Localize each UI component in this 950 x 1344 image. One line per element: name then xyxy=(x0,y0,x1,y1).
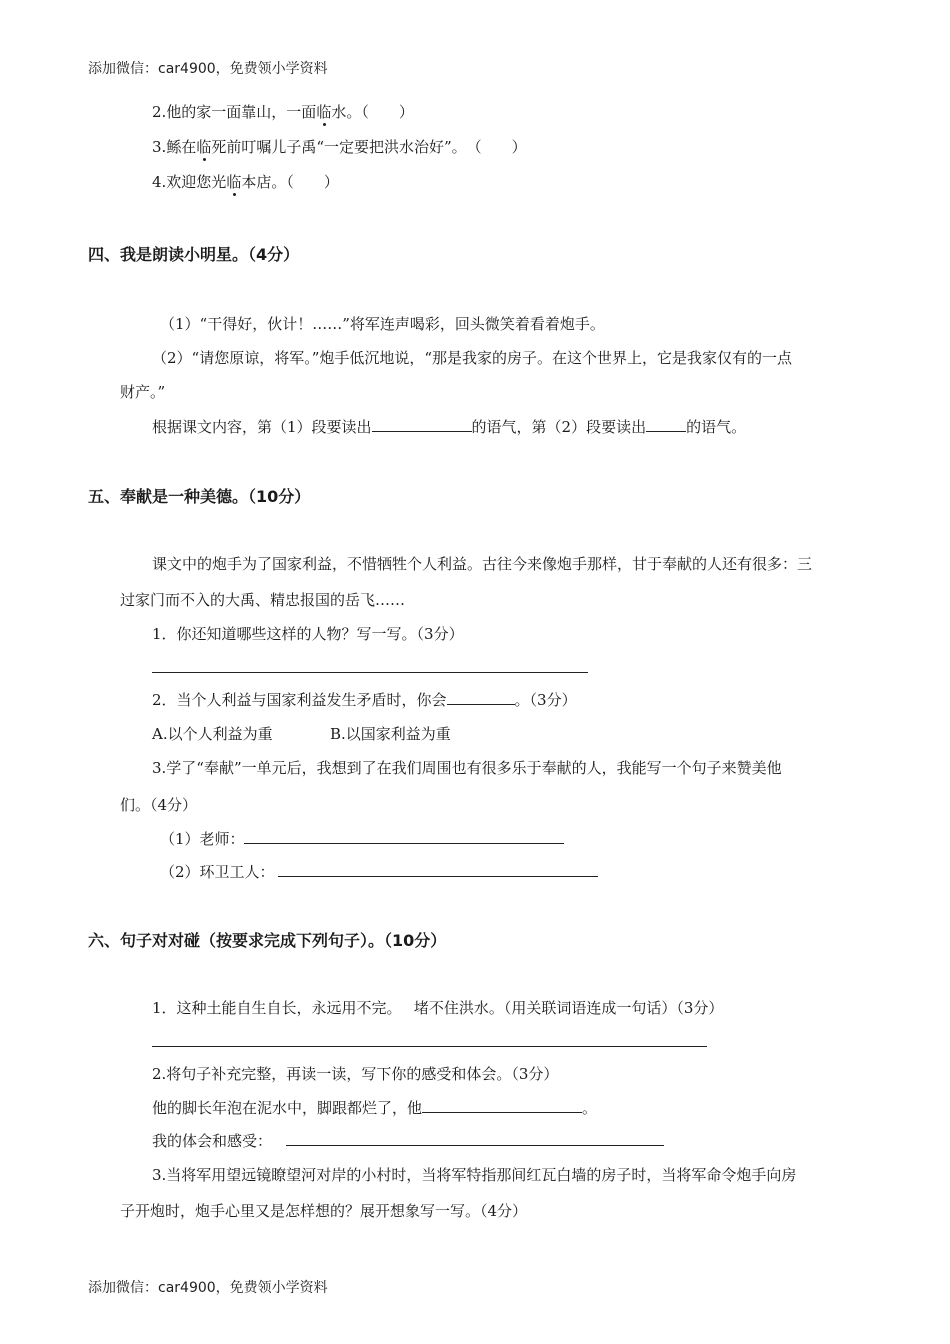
section-4-title: 四、我是朗读小明星。（4分） xyxy=(88,245,300,264)
s4-paragraph-1: （1）“干得好，伙计！……”将军连声喝彩，回头微笑着看着炮手。 xyxy=(160,315,605,333)
page-footer: 添加微信：car4900，免费领小学资料 xyxy=(88,1280,328,1296)
s6-question-1: 1．这种土能自生自长，永远用不完。 堵不住洪水。（用关联词语连成一句话）（3分） xyxy=(152,999,724,1017)
s5-intro-b: 过家门而不入的大禹、精忠报国的岳飞…… xyxy=(120,591,406,609)
s3-item-2: 2.他的家一面靠山，一面临水。（ ） xyxy=(152,103,414,121)
s6-question-3a: 3.当将军用望远镜瞭望河对岸的小村时，当将军特指那间红瓦白墙的房子时，当将军命令炮手向房 xyxy=(152,1166,797,1184)
section-6-title: 六、句子对对碰（按要求完成下列句子）。（10分） xyxy=(88,931,447,950)
s5-teacher-line[interactable] xyxy=(244,843,564,844)
s5-question-3a: 3.学了“奉献”一单元后，我想到了在我们周围也有很多乐于奉献的人，我能写一个句子来赞美他 xyxy=(152,759,782,777)
s5-q1-answer-line[interactable] xyxy=(152,672,588,673)
s6-q2-feel-label: 我的体会和感受： xyxy=(152,1132,273,1150)
s5-cleaner-line[interactable] xyxy=(278,876,598,877)
s6-question-3b: 子开炮时，炮手心里又是怎样想的？展开想象写一写。（4分） xyxy=(120,1202,528,1220)
dotted-char: 临 xyxy=(316,103,332,121)
answer-blank-4[interactable] xyxy=(422,1098,582,1113)
answer-blank-2[interactable] xyxy=(646,417,686,432)
page-header: 添加微信：car4900，免费领小学资料 xyxy=(88,61,328,77)
s6-question-2: 2.将句子补充完整，再读一读，写下你的感受和体会。（3分） xyxy=(152,1065,559,1083)
answer-blank-1[interactable] xyxy=(372,417,472,432)
s6-q1-answer-line[interactable] xyxy=(152,1046,707,1047)
s4-paragraph-2b: 财产。” xyxy=(120,383,166,401)
dotted-char: 临 xyxy=(196,138,212,156)
s6-q2-sentence: 他的脚长年泡在泥水中，脚跟都烂了，他 。 xyxy=(152,1099,598,1117)
s3-item-4: 4.欢迎您光临本店。（ ） xyxy=(152,173,339,191)
s4-paragraph-2a: （2）“请您原谅，将军。”炮手低沉地说，“那是我家的房子。在这个世界上，它是我家仅有的一点 xyxy=(152,349,793,367)
s6-q2-feel-line[interactable] xyxy=(286,1145,664,1146)
s5-intro-a: 课文中的炮手为了国家利益，不惜牺牲个人利益。古往今来像炮手那样，甘于奉献的人还有很多：三 xyxy=(152,555,813,573)
s5-cleaner-label: （2）环卫工人： xyxy=(160,863,275,881)
s5-teacher-label: （1）老师： xyxy=(160,830,245,848)
s5-question-2: 2．当个人利益与国家利益发生矛盾时，你会 。（3分） xyxy=(152,691,577,709)
s5-question-1: 1．你还知道哪些这样的人物？写一写。（3分） xyxy=(152,625,464,643)
dotted-char: 临 xyxy=(226,173,242,191)
s3-item-3: 3.鲧在临死前叮嘱儿子禹“一定要把洪水治好”。 （ ） xyxy=(152,138,527,156)
s5-option-b: B.以国家利益为重 xyxy=(330,725,451,743)
s5-option-a: A.以个人利益为重 xyxy=(152,725,273,743)
s4-question: 根据课文内容，第（1）段要读出 的语气，第（2）段要读出 的语气。 xyxy=(152,418,747,436)
s5-question-3b: 们。（4分） xyxy=(120,796,198,814)
section-5-title: 五、奉献是一种美德。（10分） xyxy=(88,487,311,506)
answer-blank-3[interactable] xyxy=(447,690,515,705)
